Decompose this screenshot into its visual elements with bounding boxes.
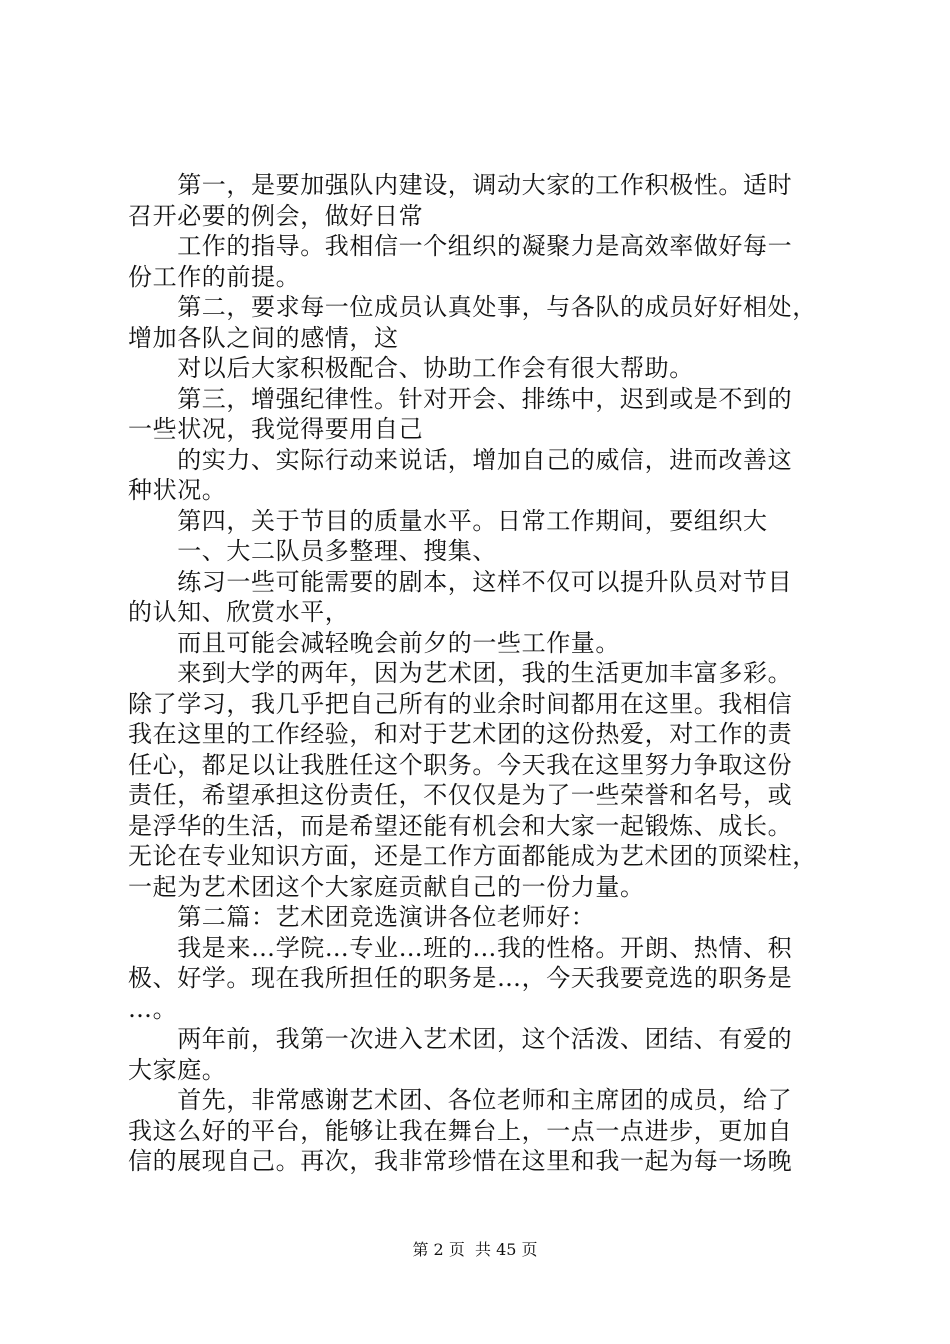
- text-line: 种状况。: [128, 476, 227, 504]
- text-line: 我这么好的平台，能够让我在舞台上，一点一点进步，更加自: [128, 1116, 793, 1145]
- text-line: 第三，增强纪律性。针对开会、排练中，迟到或是不到的: [128, 384, 793, 413]
- text-line: 无论在专业知识方面，还是工作方面都能成为艺术团的顶梁柱，: [128, 842, 817, 870]
- text-line: 增加各队之间的感情，这: [128, 323, 399, 352]
- text-line: 是浮华的生活，而是希望还能有机会和大家一起锻炼、成长。: [128, 811, 793, 840]
- text-line: 一、大二队员多整理、搜集、: [128, 537, 497, 565]
- text-line: 召开必要的例会，做好日常: [128, 201, 424, 230]
- text-line: 一起为艺术团这个大家庭贡献自己的一份力量。: [128, 872, 645, 901]
- text-line: 两年前，我第一次进入艺术团，这个活泼、团结、有爱的: [128, 1025, 793, 1053]
- document-body: [128, 170, 838, 1177]
- section-heading-line: 第二篇：艺术团竞选演讲各位老师好：: [128, 903, 596, 931]
- text-line: …。: [128, 994, 178, 1023]
- text-line: 的认知、欣赏水平，: [128, 598, 350, 626]
- text-line: 来到大学的两年，因为艺术团，我的生活更加丰富多彩。: [128, 659, 793, 687]
- text-line: 第一，是要加强队内建设，调动大家的工作积极性。适时: [128, 171, 793, 199]
- text-line: 一些状况，我觉得要用自己: [128, 415, 424, 443]
- text-line: 极、好学。现在我所担任的职务是…，今天我要竞选的职务是: [128, 964, 793, 992]
- text-line: 第四，关于节目的质量水平。日常工作期间，要组织大: [128, 506, 768, 535]
- text-line: 首先，非常感谢艺术团、各位老师和主席团的成员，给了: [128, 1086, 793, 1114]
- page-number-footer: 第 2 页 共 45 页: [412, 1240, 538, 1259]
- text-line: 信的展现自己。再次，我非常珍惜在这里和我一起为每一场晚: [128, 1147, 793, 1175]
- text-line: 大家庭。: [128, 1055, 227, 1084]
- text-line: 除了学习，我几乎把自己所有的业余时间都用在这里。我相信: [128, 689, 793, 718]
- text-line: 责任，希望承担这份责任，不仅仅是为了一些荣誉和名号，或: [128, 781, 793, 809]
- text-line: 对以后大家积极配合、协助工作会有很大帮助。: [128, 354, 694, 382]
- text-line: 第二，要求每一位成员认真处事，与各队的成员好好相处，: [128, 293, 817, 321]
- text-line: 份工作的前提。: [128, 262, 301, 291]
- text-line: 我是来…学院…专业…班的…我的性格。开朗、热情、积: [128, 933, 793, 962]
- text-line: 我在这里的工作经验，和对于艺术团的这份热爱，对工作的责: [128, 720, 793, 748]
- text-line: 的实力、实际行动来说话，增加自己的威信，进而改善这: [128, 445, 793, 474]
- text-line: 任心，都足以让我胜任这个职务。今天我在这里努力争取这份: [128, 750, 793, 779]
- text-line: 练习一些可能需要的剧本，这样不仅可以提升队员对节目: [128, 567, 793, 596]
- text-line: 而且可能会减轻晚会前夕的一些工作量。: [128, 628, 620, 657]
- text-line: 工作的指导。我相信一个组织的凝聚力是高效率做好每一: [128, 232, 793, 260]
